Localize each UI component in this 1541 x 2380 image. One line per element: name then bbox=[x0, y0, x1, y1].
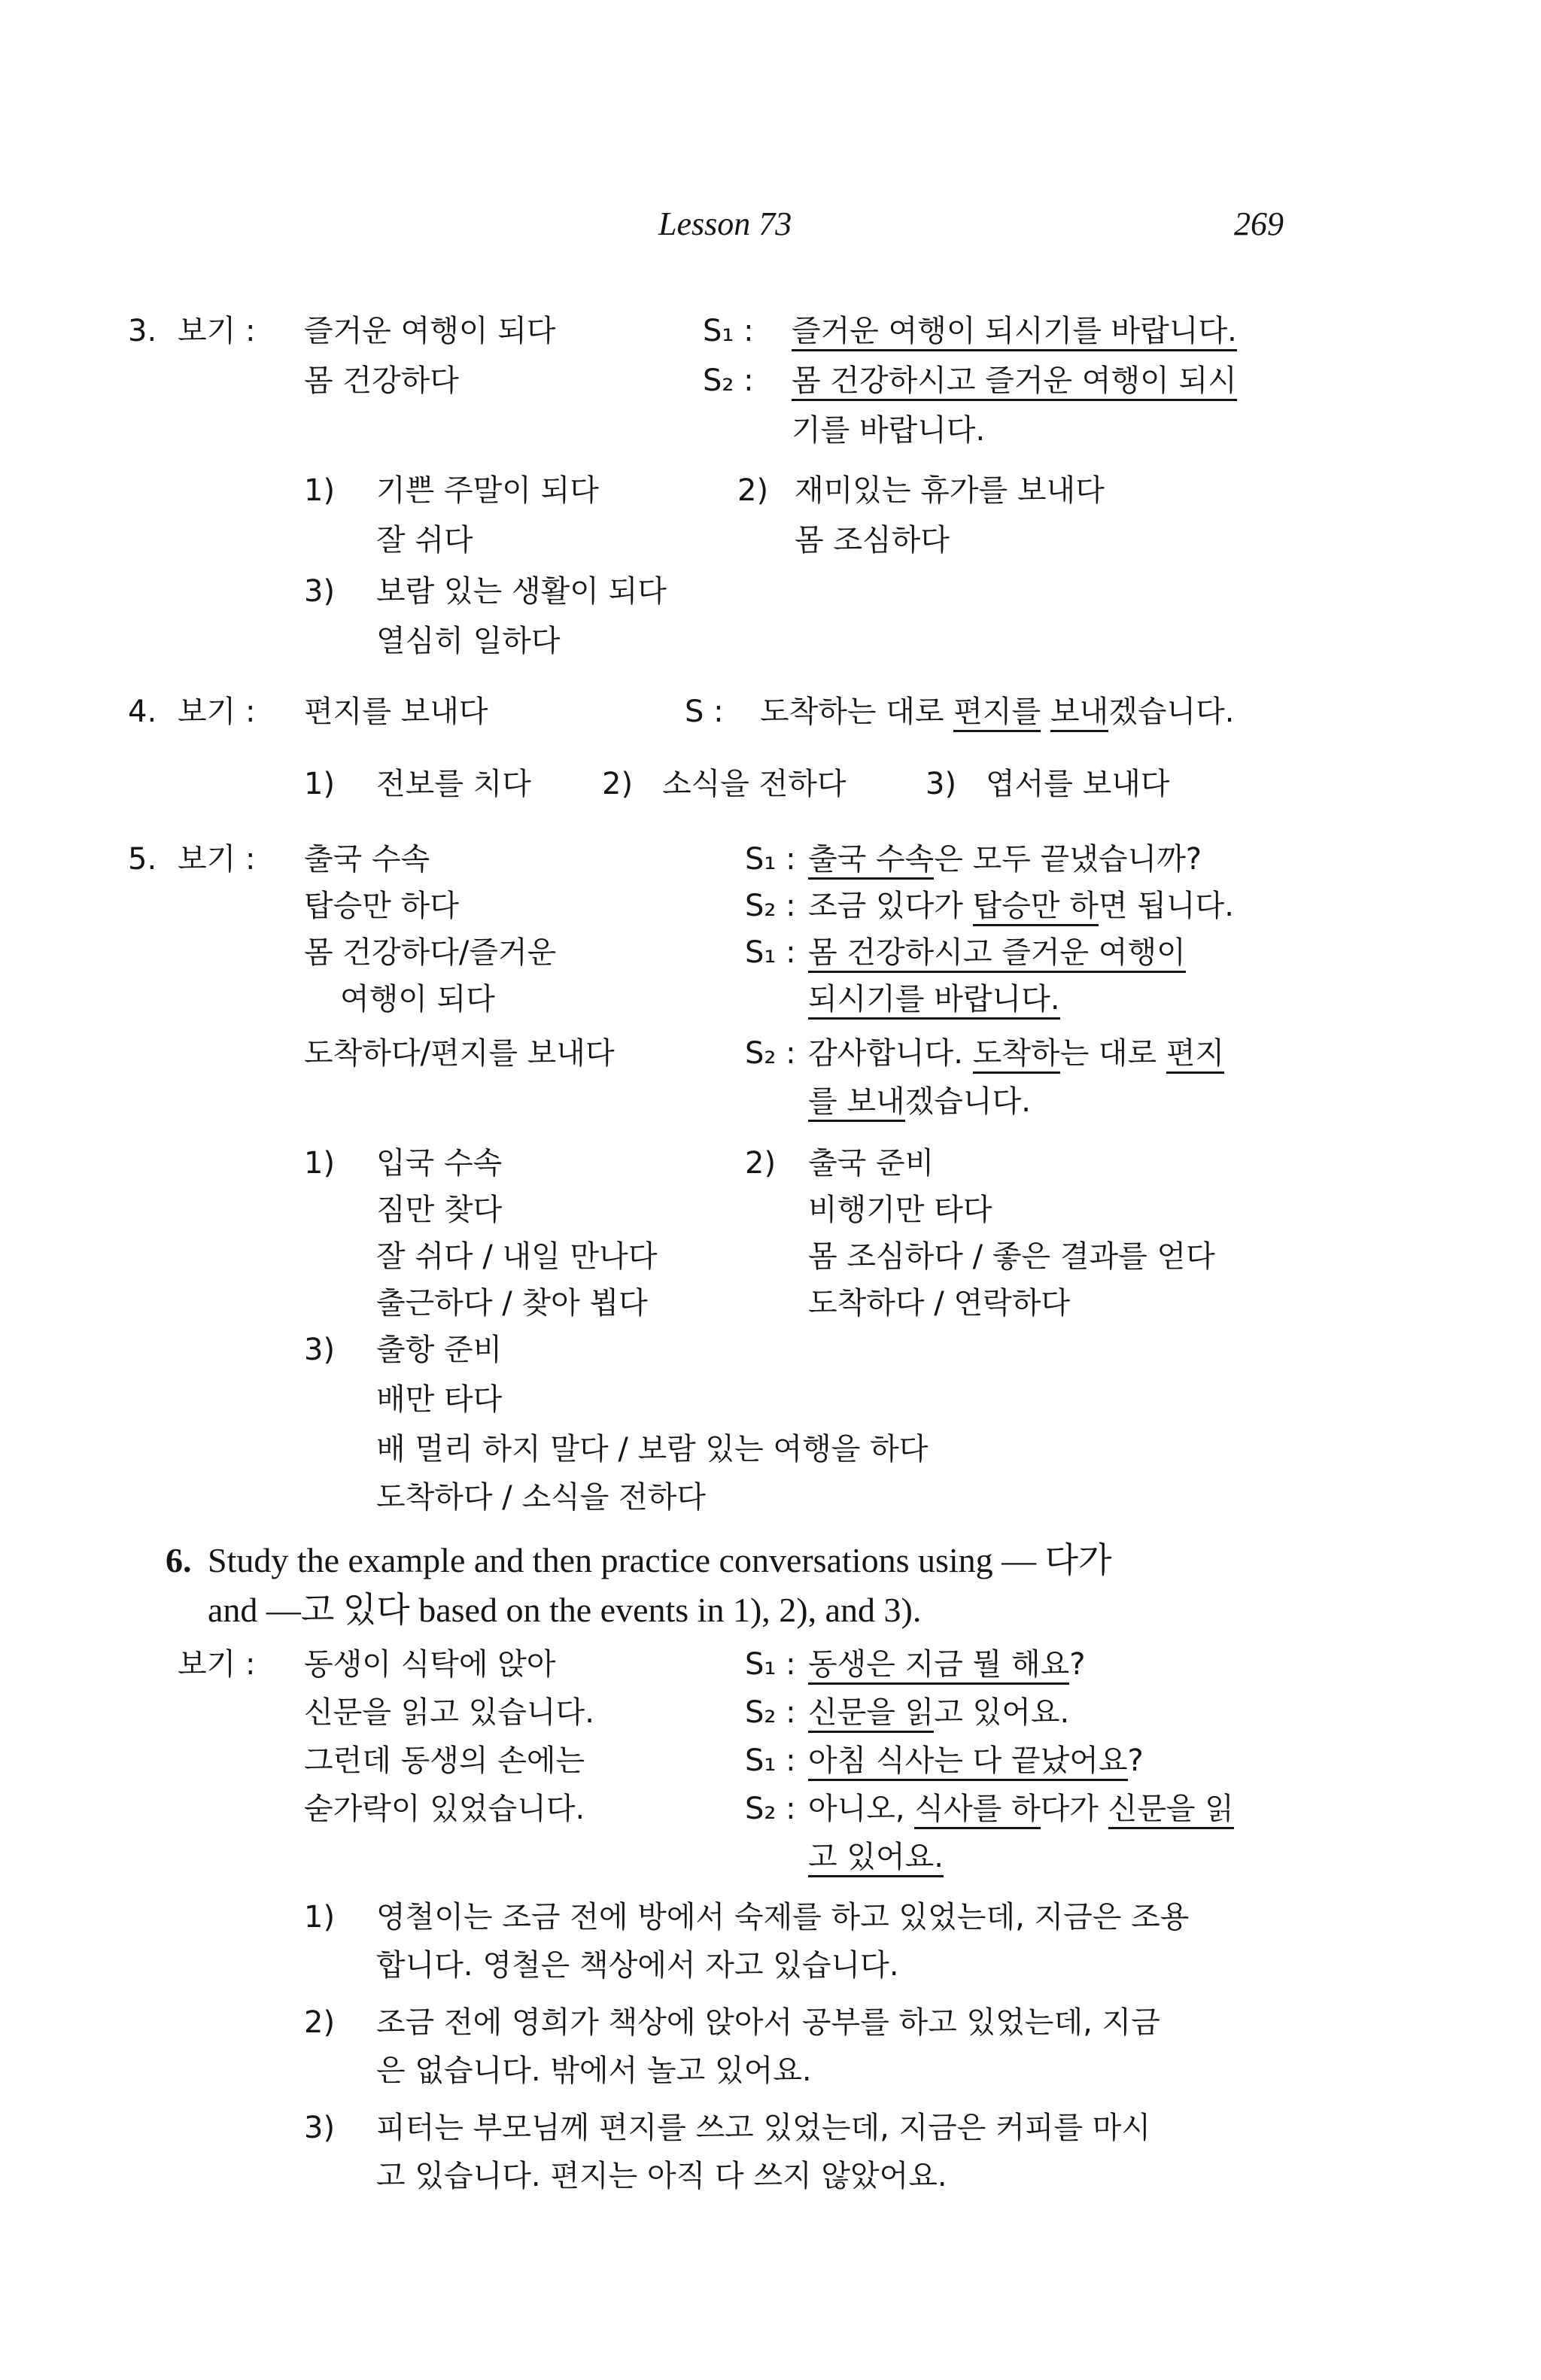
exercise-5-item-3-line-3: 배 멀리 하지 말다 / 보람 있는 여행을 하다 bbox=[376, 1432, 929, 1467]
exercise-3-item-3-line-1: 보람 있는 생활이 되다 bbox=[376, 574, 667, 609]
page-number: 269 bbox=[1234, 205, 1284, 242]
exercise-6-s2-line-a: 신문을 읽고 있어요. bbox=[808, 1695, 1069, 1731]
exercise-3-s2-text-2: 기를 바랍니다. bbox=[792, 413, 986, 448]
exercise-3-item-2-line-1: 재미있는 휴가를 보내다 bbox=[795, 473, 1105, 508]
exercise-5-item-1-line-1: 입국 수속 bbox=[376, 1146, 503, 1181]
exercise-5-given-4: 여행이 되다 bbox=[340, 982, 495, 1017]
exercise-6-instruction-line-1: Study the example and then practice conversations using — 다가 bbox=[208, 1541, 1112, 1579]
exercise-3-given-1: 즐거운 여행이 되다 bbox=[304, 314, 556, 348]
exercise-6-s2-label-a: S₂ : bbox=[745, 1695, 796, 1730]
exercise-6-s1-line-b: 아침 식사는 다 끝났어요? bbox=[808, 1743, 1144, 1779]
exercise-6-item-1-line-2: 합니다. 영철은 책상에서 자고 있습니다. bbox=[376, 1948, 899, 1983]
exercise-5-s2-label-a: S₂ : bbox=[745, 889, 796, 923]
exercise-5-item-3-line-1: 출항 준비 bbox=[376, 1333, 503, 1367]
exercise-5-item-2-line-4: 도착하다 / 연락하다 bbox=[808, 1286, 1071, 1321]
exercise-6-s1-label-a: S₁ : bbox=[745, 1647, 796, 1682]
exercise-6-bogi-label: 보기 : bbox=[178, 1647, 256, 1682]
exercise-3-s2-label: S₂ : bbox=[703, 363, 754, 398]
exercise-4-bogi-label: 보기 : bbox=[178, 695, 256, 729]
exercise-3-item-3-number: 3) bbox=[304, 574, 336, 609]
exercise-6-s2-line-b-cont: 고 있어요. bbox=[808, 1839, 944, 1875]
exercise-5-given-5: 도착하다/편지를 보내다 bbox=[304, 1036, 615, 1071]
exercise-5-item-2-line-2: 비행기만 타다 bbox=[808, 1193, 992, 1227]
exercise-4-item-2-text: 소식을 전하다 bbox=[662, 767, 846, 801]
exercise-5-item-1-line-4: 출근하다 / 찾아 뵙다 bbox=[376, 1286, 648, 1321]
exercise-4-item-3-number: 3) bbox=[926, 767, 957, 801]
exercise-5-number: 5. bbox=[128, 842, 157, 877]
exercise-5-s1-line-b: 몸 건강하시고 즐거운 여행이 bbox=[808, 935, 1186, 971]
exercise-6-given-3: 그런데 동생의 손에는 bbox=[304, 1743, 585, 1778]
exercise-5-item-2-line-3: 몸 조심하다 / 좋은 결과를 얻다 bbox=[808, 1239, 1215, 1274]
exercise-3-given-2: 몸 건강하다 bbox=[304, 363, 459, 398]
exercise-5-s1-label-a: S₁ : bbox=[745, 842, 796, 877]
exercise-6-s1-line-a: 동생은 지금 뭘 해요? bbox=[808, 1646, 1086, 1682]
exercise-6-s2-line-b: 아니오, 식사를 하다가 신문을 읽 bbox=[808, 1791, 1234, 1827]
exercise-6-item-2-number: 2) bbox=[304, 2005, 336, 2040]
exercise-3-item-2-number: 2) bbox=[737, 473, 769, 508]
exercise-6-instruction-line-2: and —고 있다 based on the events in 1), 2), and 3). bbox=[208, 1591, 922, 1629]
exercise-5-s2-line-b: 감사합니다. 도착하는 대로 편지 bbox=[808, 1035, 1224, 1071]
exercise-5-given-2: 탑승만 하다 bbox=[304, 889, 459, 923]
exercise-6-item-1-line-1: 영철이는 조금 전에 방에서 숙제를 하고 있었는데, 지금은 조용 bbox=[376, 1900, 1190, 1935]
exercise-6-given-2: 신문을 읽고 있습니다. bbox=[304, 1695, 594, 1730]
lesson-header: Lesson 73 bbox=[658, 205, 792, 242]
exercise-4-s-label: S : bbox=[685, 695, 724, 729]
exercise-3-item-2-line-2: 몸 조심하다 bbox=[795, 523, 950, 558]
exercise-3-item-1-number: 1) bbox=[304, 473, 336, 508]
exercise-5-item-1-line-3: 잘 쉬다 / 내일 만나다 bbox=[376, 1239, 658, 1274]
exercise-5-item-2-line-1: 출국 준비 bbox=[808, 1146, 935, 1181]
exercise-4-item-2-number: 2) bbox=[602, 767, 634, 801]
exercise-5-s2-line-a: 조금 있다가 탑승만 하면 됩니다. bbox=[808, 888, 1234, 924]
exercise-5-given-3: 몸 건강하다/즐거운 bbox=[304, 935, 557, 970]
exercise-5-s1-line-b-cont: 되시기를 바랍니다. bbox=[808, 981, 1060, 1017]
exercise-3-s2-text-1: 몸 건강하시고 즐거운 여행이 되시 bbox=[792, 363, 1237, 399]
exercise-3-bogi-label: 보기 : bbox=[178, 314, 256, 348]
exercise-5-item-3-line-4: 도착하다 / 소식을 전하다 bbox=[376, 1480, 707, 1515]
exercise-6-item-3-number: 3) bbox=[304, 2111, 336, 2145]
exercise-4-item-1-number: 1) bbox=[304, 767, 336, 801]
exercise-5-bogi-label: 보기 : bbox=[178, 842, 256, 877]
exercise-5-item-2-number: 2) bbox=[745, 1146, 777, 1181]
exercise-6-given-4: 숟가락이 있었습니다. bbox=[304, 1792, 585, 1826]
exercise-4-number: 4. bbox=[128, 695, 157, 729]
exercise-3-item-1-line-1: 기쁜 주말이 되다 bbox=[376, 473, 599, 508]
exercise-6-s1-label-b: S₁ : bbox=[745, 1743, 796, 1778]
exercise-3-s1-label: S₁ : bbox=[703, 314, 754, 348]
exercise-3-number: 3. bbox=[128, 314, 157, 348]
exercise-4-s-text: 도착하는 대로 편지를 보내겠습니다. bbox=[760, 694, 1234, 730]
exercise-5-s2-label-b: S₂ : bbox=[745, 1036, 796, 1071]
exercise-6-item-3-line-2: 고 있습니다. 편지는 아직 다 쓰지 않았어요. bbox=[376, 2159, 947, 2193]
exercise-4-item-1-text: 전보를 치다 bbox=[376, 767, 531, 801]
exercise-6-item-2-line-2: 은 없습니다. 밖에서 놀고 있어요. bbox=[376, 2053, 812, 2088]
exercise-3-item-3-line-2: 열심히 일하다 bbox=[376, 624, 561, 658]
exercise-5-s1-label-b: S₁ : bbox=[745, 935, 796, 970]
exercise-5-s1-line-a: 출국 수속은 모두 끝냈습니까? bbox=[808, 841, 1202, 877]
exercise-6-item-1-number: 1) bbox=[304, 1900, 336, 1935]
exercise-5-item-3-number: 3) bbox=[304, 1333, 336, 1367]
exercise-5-item-1-number: 1) bbox=[304, 1146, 336, 1181]
exercise-3-item-1-line-2: 잘 쉬다 bbox=[376, 523, 473, 558]
exercise-6-s2-label-b: S₂ : bbox=[745, 1792, 796, 1826]
exercise-5-given-1: 출국 수속 bbox=[304, 842, 430, 877]
exercise-3-s1-text: 즐거운 여행이 되시기를 바랍니다. bbox=[792, 313, 1237, 349]
exercise-5-item-1-line-2: 짐만 찾다 bbox=[376, 1193, 503, 1227]
exercise-4-item-3-text: 엽서를 보내다 bbox=[986, 767, 1170, 801]
exercise-5-s2-line-b-cont: 를 보내겠습니다. bbox=[808, 1084, 1031, 1120]
exercise-4-given: 편지를 보내다 bbox=[304, 695, 488, 729]
exercise-6-item-3-line-1: 피터는 부모님께 편지를 쓰고 있었는데, 지금은 커피를 마시 bbox=[376, 2111, 1151, 2145]
exercise-6-item-2-line-1: 조금 전에 영희가 책상에 앉아서 공부를 하고 있었는데, 지금 bbox=[376, 2005, 1160, 2040]
exercise-5-item-3-line-2: 배만 타다 bbox=[376, 1382, 503, 1417]
exercise-6-number: 6. bbox=[166, 1541, 192, 1579]
exercise-6-given-1: 동생이 식탁에 앉아 bbox=[304, 1647, 556, 1682]
